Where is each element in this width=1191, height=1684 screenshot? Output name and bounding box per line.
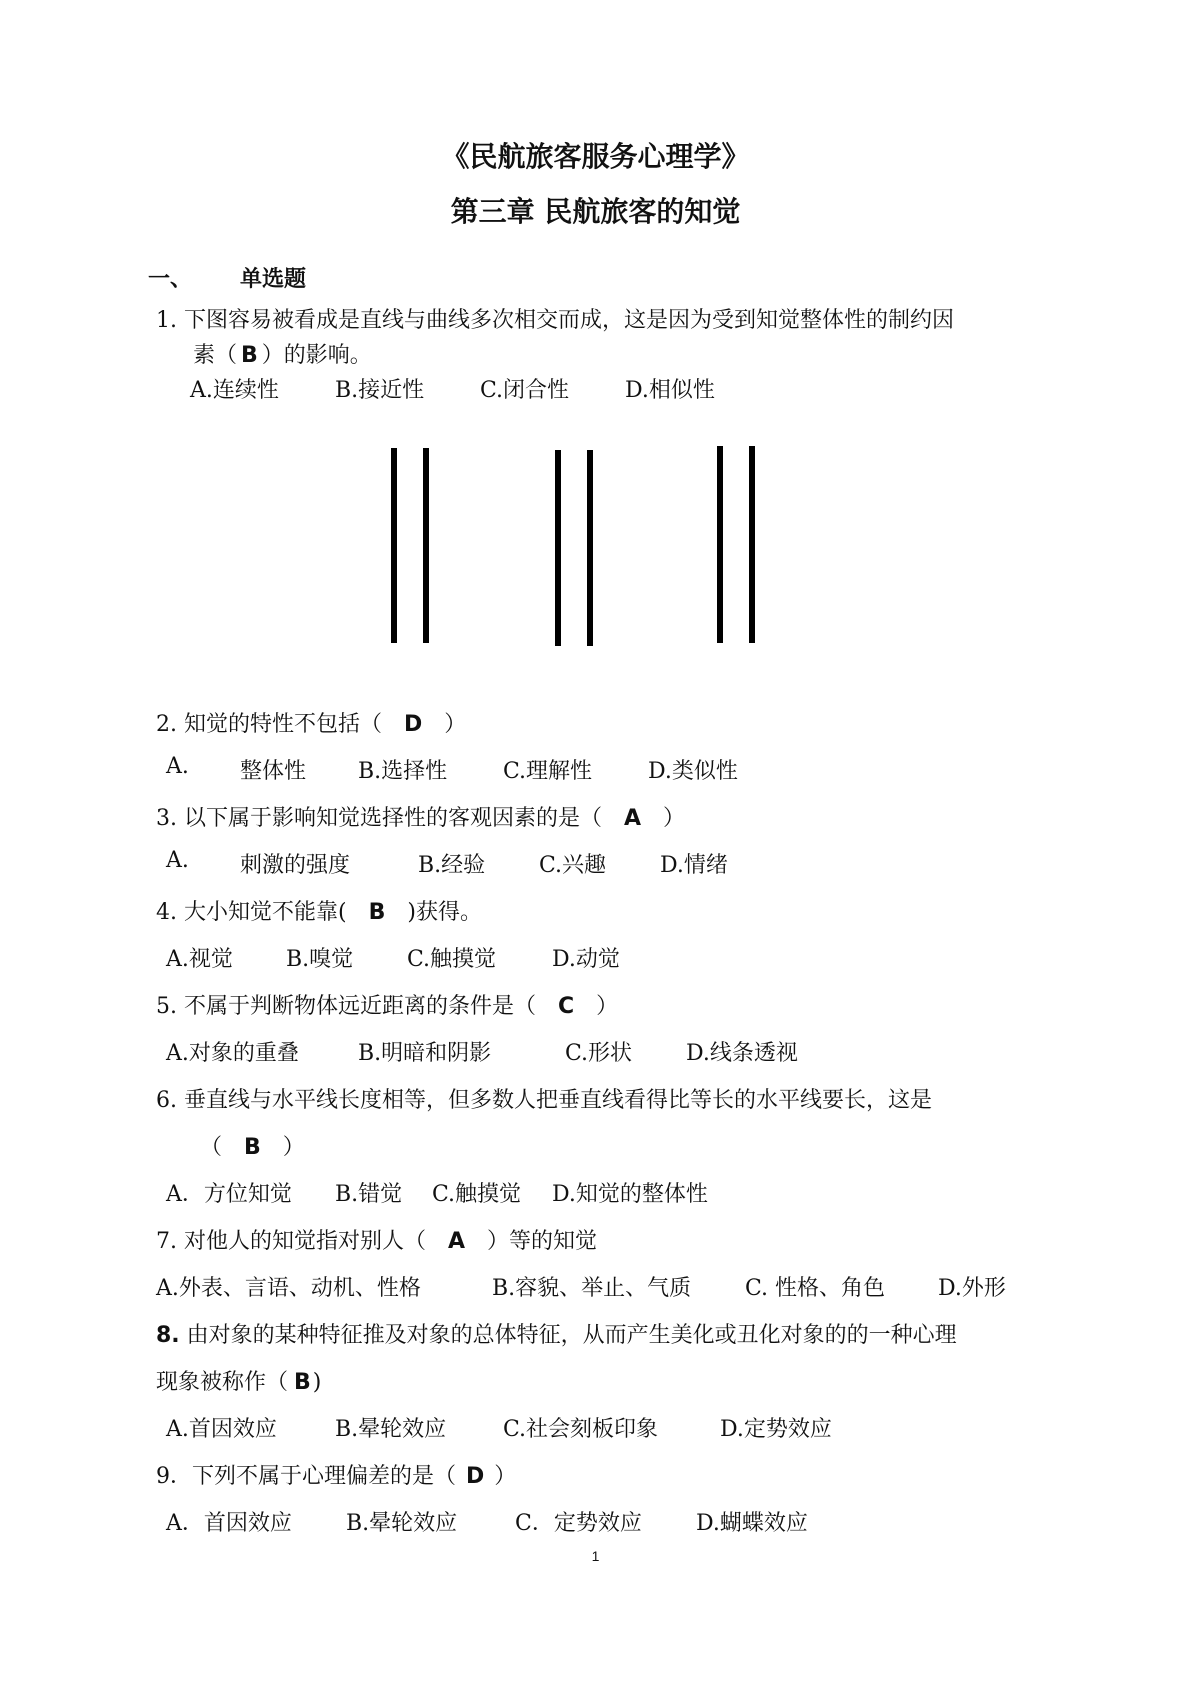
question-text: 下图容易被看成是直线与曲线多次相交而成，这是因为受到知觉整体性的制约因 xyxy=(184,308,955,333)
option-b: B.晕轮效应 xyxy=(335,1417,447,1442)
option-d: D.类似性 xyxy=(648,759,738,784)
option-c: C. 性格、角色 xyxy=(745,1276,886,1301)
option-b: B.错觉 xyxy=(335,1182,403,1207)
question-number: 7. xyxy=(156,1229,177,1254)
question-text: ） xyxy=(494,1464,517,1489)
book-title: 《民航旅客服务心理学》 xyxy=(441,140,750,173)
option-b: B.容貌、举止、气质 xyxy=(492,1276,692,1301)
option-c: C.触摸觉 xyxy=(407,947,497,972)
question-text: 大小知觉不能靠( xyxy=(184,900,347,925)
option-c: C.形状 xyxy=(565,1041,633,1066)
question-text: 不属于判断物体远近距离的条件是（ xyxy=(184,994,537,1019)
question-text: 由对象的某种特征推及对象的总体特征，从而产生美化或丑化对象的的一种心理 xyxy=(186,1323,957,1348)
question-text: ) xyxy=(312,1370,322,1395)
option-d: D.知觉的整体性 xyxy=(552,1182,708,1207)
option-d: D.相似性 xyxy=(625,378,715,403)
question-text: 下列不属于心理偏差的是（ xyxy=(192,1464,457,1489)
answer: D xyxy=(466,1464,485,1489)
option-d: D.外形 xyxy=(938,1276,1006,1301)
question-8 xyxy=(156,1318,957,1349)
question-text: )获得。 xyxy=(407,900,482,925)
option-d: D.动觉 xyxy=(552,947,620,972)
answer: B xyxy=(244,1135,261,1160)
option-b: B.明暗和阴影 xyxy=(358,1041,492,1066)
question-2 xyxy=(156,707,466,738)
question-6-line2 xyxy=(200,1130,305,1161)
question-number: 3. xyxy=(156,806,177,831)
question-text: ） xyxy=(596,994,619,1019)
option-d: D.蝴蝶效应 xyxy=(696,1511,808,1536)
answer: C xyxy=(558,994,575,1019)
question-number: 4. xyxy=(156,900,177,925)
option-b: B.选择性 xyxy=(358,759,448,784)
question-8-line2 xyxy=(156,1365,321,1396)
question-text: （ xyxy=(200,1135,223,1160)
option-a: A.外表、言语、动机、性格 xyxy=(156,1276,421,1301)
question-number: 9． xyxy=(156,1464,192,1489)
question-number: 6. xyxy=(156,1088,177,1113)
answer: B xyxy=(294,1370,311,1395)
option-a: A.对象的重叠 xyxy=(166,1041,299,1066)
option-c: C.闭合性 xyxy=(480,378,570,403)
page-number: 1 xyxy=(591,1548,600,1564)
section-number: 一、 xyxy=(148,267,193,292)
chapter-title: 第三章 民航旅客的知觉 xyxy=(450,195,741,228)
question-1 xyxy=(156,303,954,334)
question-text: ）的影响。 xyxy=(261,343,372,368)
option-a: A. xyxy=(166,754,189,779)
option-a-text: 整体性 xyxy=(240,759,307,784)
option-c: C.社会刻板印象 xyxy=(503,1417,659,1442)
question-text: 以下属于影响知觉选择性的客观因素的是（ xyxy=(184,806,603,831)
question-text: ） xyxy=(444,712,467,737)
option-a: A.首因效应 xyxy=(166,1417,277,1442)
question-5 xyxy=(156,989,618,1020)
option-c: C.触摸觉 xyxy=(432,1182,522,1207)
question-text: 现象被称作（ xyxy=(156,1370,289,1395)
question-text: ） xyxy=(282,1135,305,1160)
option-d: D.定势效应 xyxy=(720,1417,832,1442)
option-a: A. xyxy=(166,848,189,873)
answer: B xyxy=(368,900,386,925)
answer: A xyxy=(448,1229,466,1254)
question-text: 对他人的知觉指对别人（ xyxy=(184,1229,427,1254)
option-b: B.经验 xyxy=(418,853,486,878)
answer: A xyxy=(624,806,642,831)
question-number: 1. xyxy=(156,308,177,333)
option-b: B.接近性 xyxy=(335,378,425,403)
option-a: A．首因效应 xyxy=(166,1511,292,1536)
question-1-line2 xyxy=(193,338,372,369)
question-number: 8. xyxy=(156,1323,180,1348)
option-c: C.兴趣 xyxy=(539,853,607,878)
question-text: ）等的知觉 xyxy=(487,1229,598,1254)
option-a-text: 刺激的强度 xyxy=(240,853,351,878)
answer: D xyxy=(404,712,423,737)
question-4 xyxy=(156,895,482,926)
question-text: ） xyxy=(663,806,686,831)
question-number: 2. xyxy=(156,712,177,737)
answer: B xyxy=(241,343,258,368)
option-a: A.视觉 xyxy=(166,947,233,972)
question-number: 5. xyxy=(156,994,177,1019)
option-b: B.晕轮效应 xyxy=(346,1511,458,1536)
parallel-lines-figure xyxy=(370,438,770,658)
option-d: D.线条透视 xyxy=(686,1041,798,1066)
option-c: C.理解性 xyxy=(503,759,593,784)
question-3 xyxy=(156,801,685,832)
option-a: A.连续性 xyxy=(190,378,279,403)
question-7 xyxy=(156,1224,597,1255)
question-text: 垂直线与水平线长度相等，但多数人把垂直线看得比等长的水平线要长，这是 xyxy=(184,1088,933,1113)
question-text: 知觉的特性不包括（ xyxy=(184,712,383,737)
option-c: C．定势效应 xyxy=(515,1511,642,1536)
option-b: B.嗅觉 xyxy=(286,947,354,972)
question-6 xyxy=(156,1083,932,1114)
question-9 xyxy=(156,1459,516,1490)
section-title: 单选题 xyxy=(240,267,307,292)
option-d: D.情绪 xyxy=(660,853,728,878)
option-a: A．方位知觉 xyxy=(166,1182,292,1207)
question-text: 素（ xyxy=(193,343,238,368)
